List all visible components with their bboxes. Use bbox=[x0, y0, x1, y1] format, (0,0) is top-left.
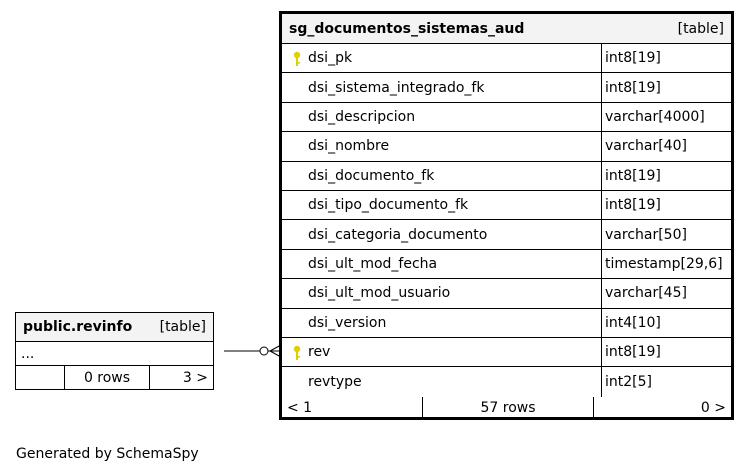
column-divider bbox=[601, 279, 602, 307]
column-row bbox=[282, 162, 731, 191]
column-type: varchar[4000] bbox=[605, 108, 705, 125]
ref-table-name: public.revinfo bbox=[23, 319, 133, 335]
main-table-sg-documentos-sistemas-aud bbox=[279, 11, 734, 420]
column-divider bbox=[601, 338, 602, 366]
column-row bbox=[282, 367, 731, 396]
column-divider bbox=[601, 367, 602, 396]
column-row bbox=[282, 338, 731, 367]
column-row bbox=[282, 132, 731, 161]
column-type: int8[19] bbox=[605, 197, 661, 214]
ref-footer-children[interactable]: 3 > bbox=[182, 369, 208, 386]
column-divider bbox=[601, 309, 602, 337]
column-row bbox=[282, 279, 731, 308]
main-footer-parents[interactable]: < 1 bbox=[287, 399, 313, 416]
column-type: varchar[45] bbox=[605, 285, 687, 302]
column-name[interactable]: dsi_version bbox=[308, 314, 387, 331]
column-type: int8[19] bbox=[605, 50, 661, 67]
ref-table-ellipsis: ... bbox=[21, 345, 35, 362]
main-footer-rows: 57 rows bbox=[480, 399, 536, 416]
column-name[interactable]: dsi_tipo_documento_fk bbox=[308, 197, 469, 214]
column-name[interactable]: rev bbox=[308, 344, 331, 361]
main-table-name: sg_documentos_sistemas_aud bbox=[289, 20, 525, 37]
column-divider bbox=[601, 44, 602, 72]
column-type: int8[19] bbox=[605, 167, 661, 184]
column-divider bbox=[601, 73, 602, 101]
column-name[interactable]: dsi_nombre bbox=[308, 138, 390, 155]
column-name[interactable]: dsi_pk bbox=[308, 50, 353, 67]
column-divider bbox=[601, 220, 602, 248]
column-name[interactable]: dsi_documento_fk bbox=[308, 167, 435, 184]
main-footer-children[interactable]: 0 > bbox=[700, 399, 726, 416]
column-row bbox=[282, 250, 731, 279]
column-name[interactable]: dsi_categoria_documento bbox=[308, 226, 488, 243]
column-name[interactable]: revtype bbox=[308, 374, 362, 391]
key-icon bbox=[291, 51, 303, 67]
column-type: int4[10] bbox=[605, 314, 661, 331]
generated-by-text: Generated by SchemaSpy bbox=[16, 446, 199, 462]
main-footer-divider bbox=[593, 397, 594, 419]
main-table-kind: [table] bbox=[677, 20, 724, 37]
column-name[interactable]: dsi_ult_mod_fecha bbox=[308, 255, 438, 272]
ref-table-kind: [table] bbox=[159, 319, 206, 335]
column-row bbox=[282, 73, 731, 102]
column-divider bbox=[601, 103, 602, 131]
column-type: int8[19] bbox=[605, 79, 661, 96]
column-row bbox=[282, 191, 731, 220]
column-name[interactable]: dsi_descripcion bbox=[308, 108, 416, 125]
main-table-header bbox=[282, 14, 731, 44]
column-divider bbox=[601, 250, 602, 278]
column-row bbox=[282, 220, 731, 249]
relationship-zero-marker bbox=[260, 347, 268, 355]
column-type: int2[5] bbox=[605, 374, 652, 391]
column-type: varchar[40] bbox=[605, 138, 687, 155]
column-type: varchar[50] bbox=[605, 226, 687, 243]
column-row bbox=[282, 103, 731, 132]
column-name[interactable]: dsi_ult_mod_usuario bbox=[308, 285, 451, 302]
column-row bbox=[282, 309, 731, 338]
column-row bbox=[282, 44, 731, 73]
column-type: timestamp[29,6] bbox=[605, 255, 723, 272]
column-name[interactable]: dsi_sistema_integrado_fk bbox=[308, 79, 485, 96]
key-icon bbox=[291, 345, 303, 361]
column-divider bbox=[601, 191, 602, 219]
column-type: int8[19] bbox=[605, 344, 661, 361]
ref-footer-rows: 0 rows bbox=[83, 369, 131, 386]
column-divider bbox=[601, 162, 602, 190]
main-table-footer bbox=[282, 397, 731, 419]
column-divider bbox=[601, 132, 602, 160]
